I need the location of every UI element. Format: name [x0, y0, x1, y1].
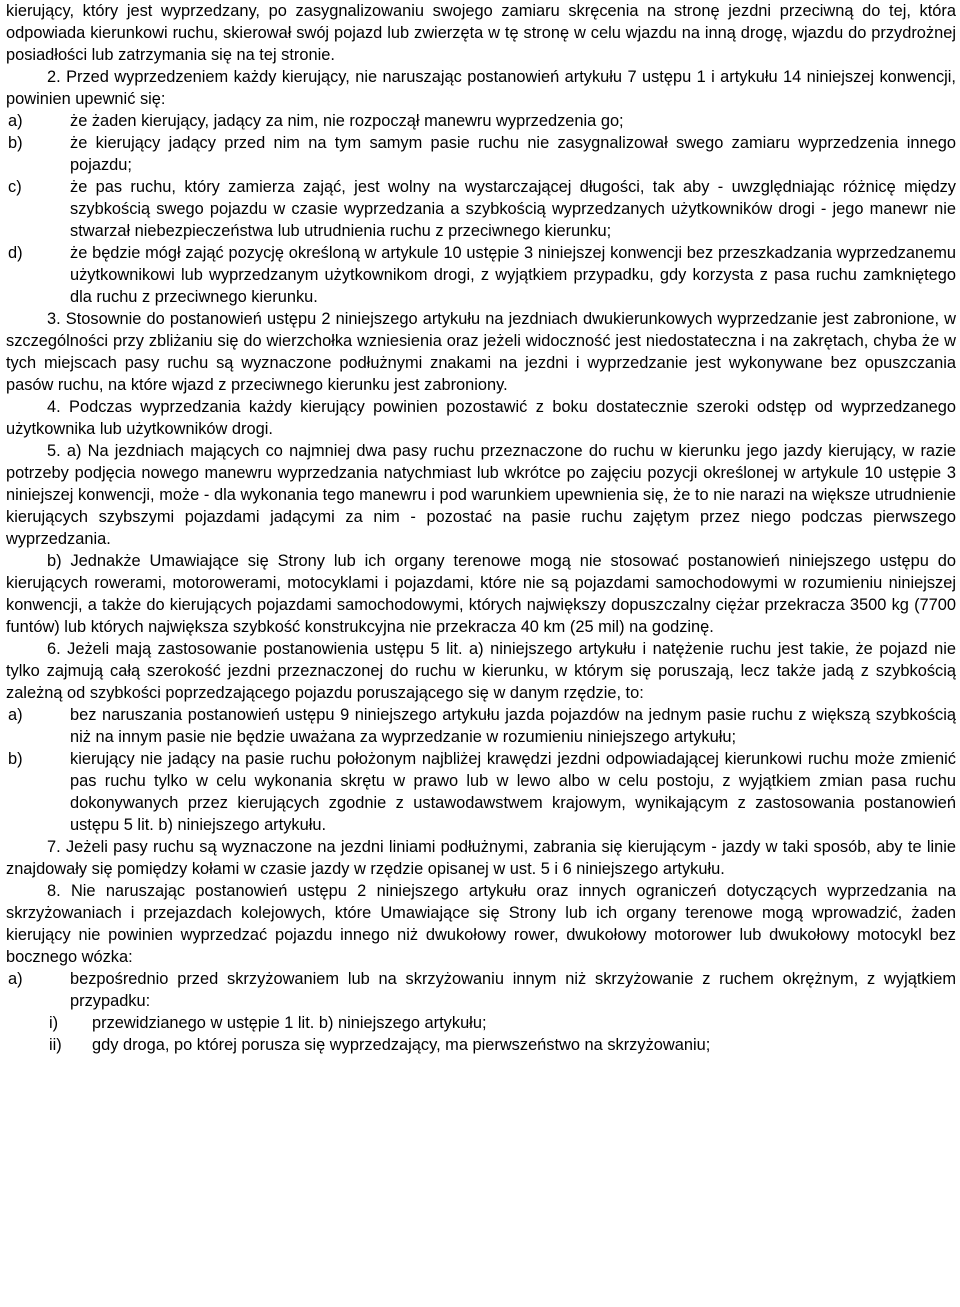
list-marker: a)	[8, 970, 23, 988]
list-item-text: że pas ruchu, który zamierza zająć, jest wolny na wystarczającej długości, tak aby - uwzględniając różnicę między szybkością swego pojazdu w czasie wyprzedzania a szybkością wyprzedzanych użytkowników drogi - jego manewr nie stwarzał niebezpieczeństwa lub utrudnienia ruchu z przeciwnego kierunku;	[70, 178, 956, 240]
paragraph-7: 7. Jeżeli pasy ruchu są wyznaczone na jezdni liniami podłużnymi, zabrania się kierującym - jazdy w taki sposób, aby te linie znajdowały się pomiędzy kołami w czasie jazdy w rzędzie opisanej w ust. 5 i 6 niniejszego artykułu.	[6, 838, 956, 878]
list-item-2a	[6, 110, 956, 132]
list-item-text: przewidzianego w ustępie 1 lit. b) niniejszego artykułu;	[92, 1014, 487, 1032]
paragraph-continuation: kierujący, który jest wyprzedzany, po zasygnalizowaniu swojego zamiaru skręcenia na stronę jezdni przeciwną do tej, która odpowiada kierunkowi ruchu, skierował swój pojazd lub zwierzęta w tę stronę w celu wjazdu na inną drogę, wjazdu do przydrożnej posiadłości lub zatrzymania się na tej stronie.	[6, 2, 956, 64]
paragraph-6: 6. Jeżeli mają zastosowanie postanowienia ustępu 5 lit. a) niniejszego artykułu i natężenie ruchu jest takie, że pojazd nie tylko zajmują całą szerokość jezdni przeznaczonej do ruchu w kierunku, w którym się poruszają, lecz także jadą z szybkością zależną od szybkości poprzedzającego pojazdu poruszającego się w danym rzędzie, to:	[6, 640, 956, 702]
list-marker: ii)	[49, 1036, 62, 1054]
list-item-text: gdy droga, po której porusza się wyprzedzający, ma pierwszeństwo na skrzyżowaniu;	[92, 1036, 711, 1054]
list-item-text: bezpośrednio przed skrzyżowaniem lub na skrzyżowaniu innym niż skrzyżowanie z ruchem okrężnym, z wyjątkiem przypadku:	[70, 970, 956, 1010]
list-marker: b)	[8, 750, 23, 768]
list-item-2d	[6, 242, 956, 308]
paragraph-3: 3. Stosownie do postanowień ustępu 2 niniejszego artykułu na jezdniach dwukierunkowych wyprzedzanie jest zabronione, w szczególności przy zbliżaniu się do wierzchołka wzniesienia oraz jeżeli widoczność jest niedostateczna i na zakrętach, chyba że w tych miejscach pasy ruchu są wyznaczone podłużnymi znakami na jezdni i wyprzedzanie jest wykonywane bez opuszczania pasów ruchu, na które wjazd z przeciwnego kierunku jest zabroniony.	[6, 310, 956, 394]
list-item-2b	[6, 132, 956, 176]
list-item-8a	[6, 968, 956, 1012]
list-item-text: bez naruszania postanowień ustępu 9 niniejszego artykułu jazda pojazdów na jednym pasie ruchu z większą szybkością niż na innym pasie nie będzie uważana za wyprzedzanie w rozumieniu niniejszego artykułu;	[70, 706, 956, 746]
list-item-text: kierujący nie jadący na pasie ruchu położonym najbliżej krawędzi jezdni odpowiadającej kierunkowi ruchu może zmienić pas ruchu tylko w celu wykonania skrętu w prawo lub w lewo albo w celu postoju, z wyjątkiem zmian pasa ruchu dokonywanych przez kierujących zgodnie z ustawodawstwem krajowym, wynikającym z zastosowania postanowień ustępu 5 lit. b) niniejszego artykułu.	[70, 750, 956, 834]
document-page	[6, 0, 956, 1056]
list-item-text: że kierujący jadący przed nim na tym samym pasie ruchu nie zasygnalizował swego zamiaru wyprzedzenia innego pojazdu;	[70, 134, 956, 174]
list-marker: i)	[49, 1014, 59, 1032]
list-item-2c	[6, 176, 956, 242]
list-item-text: że żaden kierujący, jadący za nim, nie rozpoczął manewru wyprzedzenia go;	[70, 112, 624, 130]
list-item-text: że będzie mógł zająć pozycję określoną w artykule 10 ustępie 3 niniejszej konwencji bez przeszkadzania wyprzedzanemu użytkownikowi lub wyprzedzanym użytkownikom drogi, z wyjątkiem przypadku, gdy korzysta z pasa ruchu zamkniętego dla ruchu z przeciwnego kierunku.	[70, 244, 956, 306]
list-item-8a-ii	[6, 1034, 956, 1056]
paragraph-5a: 5. a) Na jezdniach mających co najmniej dwa pasy ruchu przeznaczone do ruchu w kierunku jego jazdy kierujący, w razie potrzeby podjęcia nowego manewru wyprzedzania natychmiast lub wkrótce po zajęciu pozycji określonej w artykule 10 ustępie 3 niniejszej konwencji, może - dla wykonania tego manewru i pod warunkiem upewnienia się, że to nie narazi na większe utrudnienie kierujących szybszymi pojazdami jadącymi za nim - pozostać na pasie ruchu zajętym przez niego podczas pierwszego wyprzedzania.	[6, 442, 956, 548]
list-marker: c)	[8, 178, 22, 196]
list-item-6b	[6, 748, 956, 836]
list-marker: a)	[8, 706, 23, 724]
list-marker: d)	[8, 244, 23, 262]
paragraph-8: 8. Nie naruszając postanowień ustępu 2 niniejszego artykułu oraz innych ograniczeń dotyczących wyprzedzania na skrzyżowaniach i przejazdach kolejowych, które Umawiające się Strony lub ich organy terenowe mogą wprowadzić, żaden kierujący nie powinien wyprzedzać pojazdu innego niż dwukołowy rower, dwukołowy motorower lub dwukołowy motocykl bez bocznego wózka:	[6, 882, 956, 966]
paragraph-5b: b) Jednakże Umawiające się Strony lub ich organy terenowe mogą nie stosować postanowień niniejszego ustępu do kierujących rowerami, motorowerami, motocyklami i pojazdami, które nie są pojazdami samochodowymi w rozumieniu niniejszej konwencji, a także do kierujących pojazdami samochodowymi, których największy dopuszczalny ciężar przekracza 3500 kg (7700 funtów) lub których największa szybkość konstrukcyjna nie przekracza 40 km (25 mil) na godzinę.	[6, 552, 956, 636]
list-marker: b)	[8, 134, 23, 152]
paragraph-2: 2. Przed wyprzedzeniem każdy kierujący, nie naruszając postanowień artykułu 7 ustępu 1 i artykułu 14 niniejszej konwencji, powinien upewnić się:	[6, 68, 956, 108]
list-marker: a)	[8, 112, 23, 130]
paragraph-4: 4. Podczas wyprzedzania każdy kierujący powinien pozostawić z boku dostatecznie szeroki odstęp od wyprzedzanego użytkownika lub użytkowników drogi.	[6, 398, 956, 438]
list-item-6a	[6, 704, 956, 748]
list-item-8a-i	[6, 1012, 956, 1034]
